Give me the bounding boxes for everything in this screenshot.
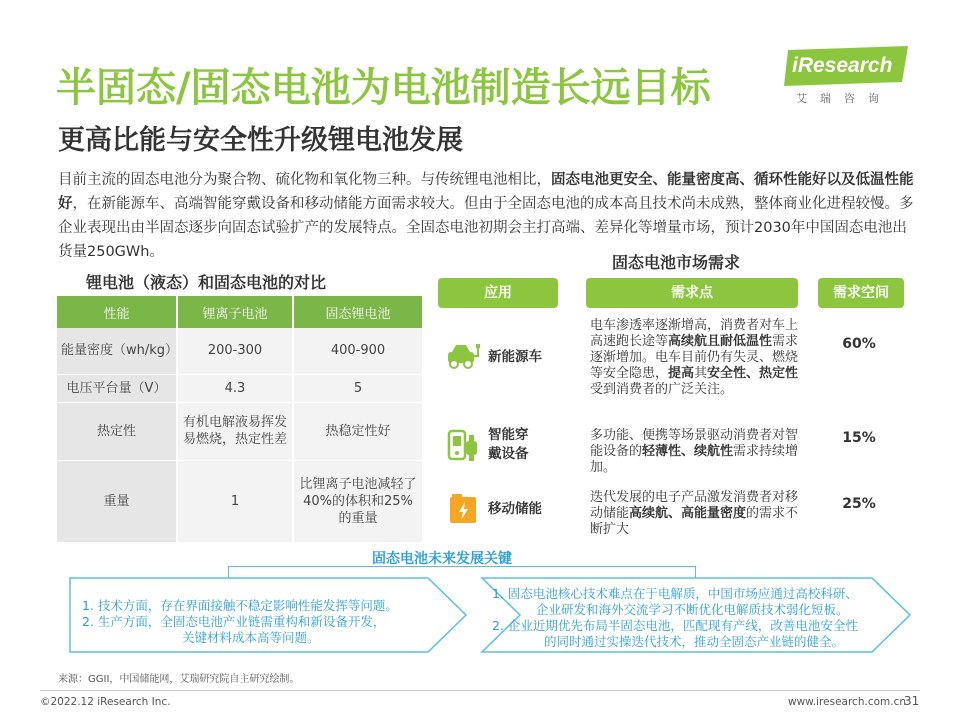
table-cell: 热定性	[57, 402, 177, 460]
page-subtitle: 更高比能与安全性升级锂电池发展	[58, 125, 463, 156]
need-text: 需求持续增加。	[590, 444, 799, 475]
market-app-label: 新能源车	[488, 348, 542, 365]
intro-text-2: ，在新能源车、高端智能穿戴设备和移动储能方面需求较大。但由于全固态电池的成本高且技术尚未成熟，整体商业化进程较慢。多企业表现出由半固态逐步向固态试验扩产的发展特点。全固态电池初期会主打高端、差异化等增量市场，预计2030年中国固态电池出货量250GWh。	[58, 196, 914, 260]
need-text: 受到消费者的广泛关注。	[590, 382, 734, 397]
intro-paragraph	[58, 168, 918, 264]
comparison-table	[57, 296, 422, 543]
future-right-line: 的同时通过实操迭代技术，推动全固态产业链的健全。	[544, 634, 845, 649]
future-left-line: 1. 技术方面，存在界面接触不稳定影响性能发挥等问题。	[82, 598, 398, 613]
page-title: 半固态/固态电池为电池制造长远目标	[56, 65, 711, 111]
market-title: 固态电池市场需求	[612, 253, 741, 272]
market-app-ev	[446, 340, 542, 374]
logo-cn-text: 艾瑞咨询	[796, 92, 892, 105]
table-header-cell: 固态锂电池	[293, 296, 422, 328]
market-need-wearable	[590, 428, 802, 476]
page-number: 31	[904, 694, 920, 708]
market-col-need: 需求点	[586, 278, 798, 308]
market-pct-ev: 60%	[842, 336, 876, 352]
source-note: 来源：GGII，中国储能网，艾瑞研究院自主研究绘制。	[58, 674, 300, 685]
comparison-title: 锂电池（液态）和固态电池的对比	[86, 273, 327, 292]
table-cell: 400-900	[293, 328, 422, 374]
need-bold: 安全性、热定性	[707, 366, 799, 381]
need-text: 迭代发展的电子产品激发消费者对移动储能	[590, 490, 799, 521]
table-header-cell: 锂离子电池	[177, 296, 293, 328]
table-row	[57, 402, 422, 460]
table-cell: 电压平台量（V）	[57, 374, 177, 402]
future-right-line: 2. 企业近期优先布局半固态电池，匹配现有产线，改善电池安全性	[492, 618, 858, 633]
future-right-text	[492, 586, 892, 650]
table-row	[57, 374, 422, 402]
iresearch-logo	[784, 46, 914, 108]
footer-copyright: ©2022.12 iResearch Inc.	[40, 696, 171, 708]
need-text: 多功能、便携等场景驱动消费者对智能设备的	[590, 428, 799, 459]
car-icon	[446, 340, 480, 374]
market-app-label: 移动储能	[488, 500, 542, 517]
market-app-storage	[446, 492, 542, 526]
table-cell: 5	[293, 374, 422, 402]
future-left-line: 关键材料成本高等问题。	[182, 630, 320, 645]
table-row	[57, 460, 422, 542]
future-left-line: 2. 生产方面，全固态电池产业链需重构和新设备开发，	[82, 614, 386, 629]
need-bold: 提高	[668, 366, 695, 381]
market-need-storage	[590, 490, 802, 538]
need-text: 需求逐渐增加。电车目前仍有失灵、燃烧等安全隐患，	[590, 334, 799, 381]
future-right-line: 企业研发和海外交流学习不断优化电解质技术弱化短板。	[536, 602, 849, 617]
need-text: 其	[694, 366, 708, 381]
need-bold: 高续航、高能量密度	[629, 506, 747, 521]
market-col-app: 应用	[438, 278, 558, 308]
need-bold: 轻薄性、续航性	[642, 444, 734, 459]
table-cell: 4.3	[177, 374, 293, 402]
table-cell: 重量	[57, 460, 177, 542]
market-need-ev	[590, 318, 802, 398]
table-header-row	[57, 296, 422, 328]
market-pct-storage: 25%	[842, 496, 876, 512]
table-cell: 200-300	[177, 328, 293, 374]
table-cell: 能量密度（wh/kg）	[57, 328, 177, 374]
market-pct-wearable: 15%	[842, 430, 876, 446]
table-cell: 1	[177, 460, 293, 542]
need-text: 电车渗透率逐渐增高，消费者对车上高速跑长途等	[590, 318, 799, 349]
table-cell: 比锂离子电池减轻了40%的体积和25%的重量	[293, 460, 422, 542]
footer-divider	[40, 690, 920, 691]
table-cell: 热稳定性好	[293, 402, 422, 460]
need-bold: 高续航且耐低温性	[668, 334, 773, 349]
wearable-icon	[446, 428, 480, 462]
table-row	[57, 328, 422, 374]
market-app-label: 智能穿戴设备	[488, 427, 529, 462]
table-cell: 有机电解液易挥发易燃烧，热定性差	[177, 402, 293, 460]
logo-brand-text: iResearch	[792, 54, 893, 77]
market-col-space: 需求空间	[818, 278, 904, 308]
intro-bold-1: 固态电池更安全、能量密度高、循环性能好以及低温性能好	[58, 172, 914, 212]
market-app-wearable	[446, 426, 536, 464]
future-left-text	[82, 598, 422, 646]
table-header-cell: 性能	[57, 296, 177, 328]
future-right-line: 1. 固态电池核心技术难点在于电解质，中国市场应通过高校科研、	[492, 586, 858, 601]
footer-website: www.iresearch.com.cn	[788, 696, 907, 708]
future-title: 固态电池未来发展关键	[372, 551, 512, 567]
storage-icon	[446, 492, 480, 526]
need-text: 的需求不断扩大	[590, 506, 799, 537]
intro-text-1: 目前主流的固态电池分为聚合物、硫化物和氧化物三种。与传统锂电池相比，	[58, 172, 551, 188]
